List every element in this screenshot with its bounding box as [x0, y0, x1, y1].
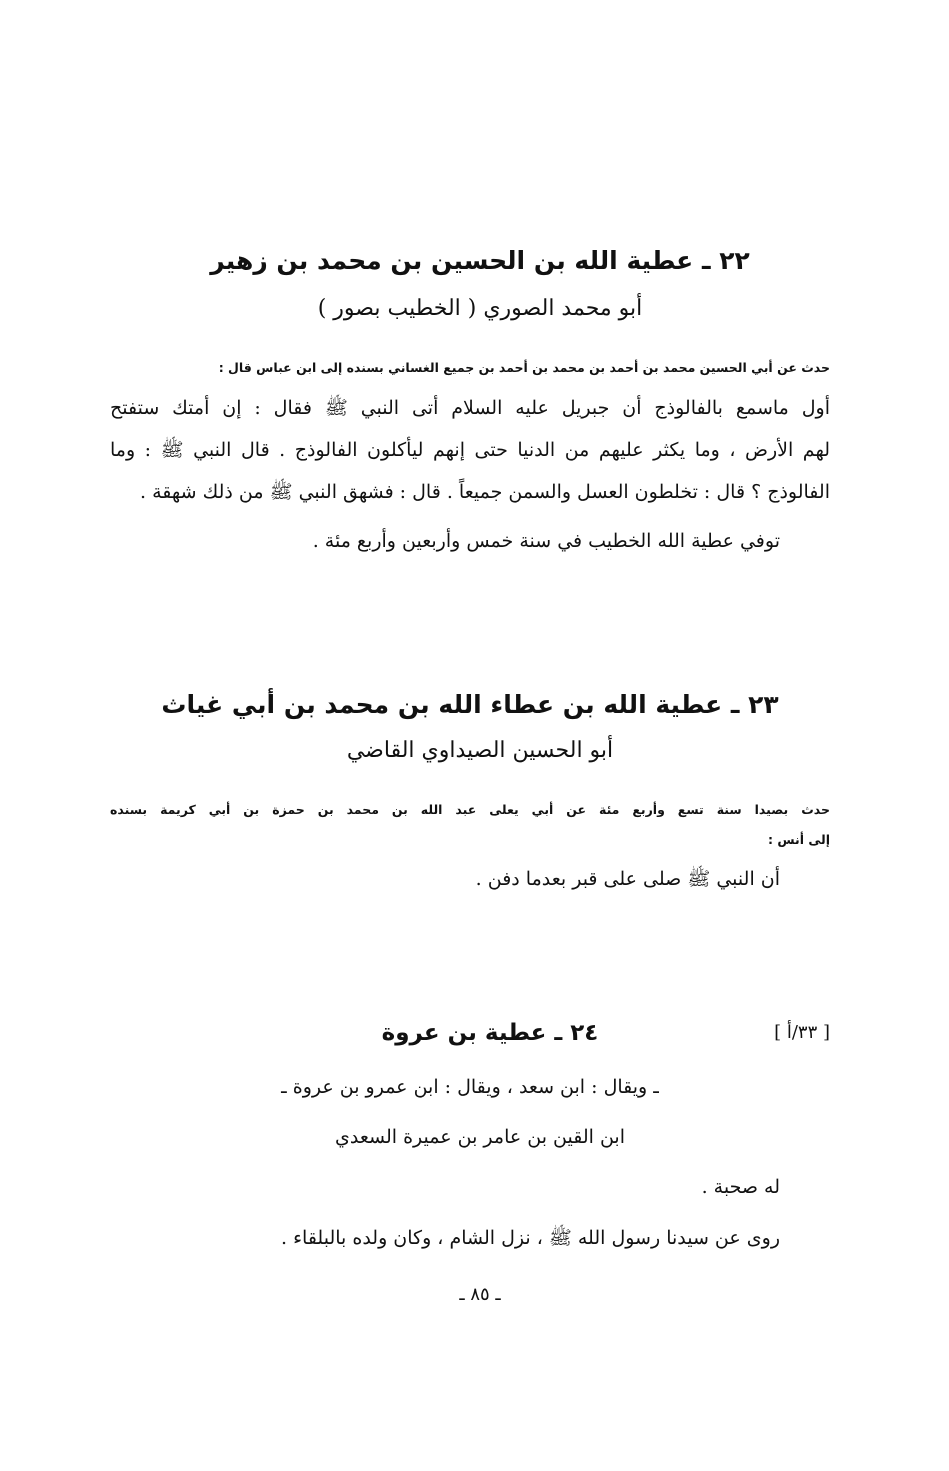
page-number: ـ ٨٥ ـ — [459, 1284, 501, 1305]
folio-marker: [ ٣٣/أ ] — [774, 1022, 830, 1043]
entry-22-text-line-1: أول ماسمع بالفالوذج أن جبريل عليه السلام أتى النبي ﷺ فقال : إن أمتك ستفتح — [110, 397, 830, 419]
entry-23-text: أن النبي ﷺ صلى على قبر بعدما دفن . — [475, 868, 780, 890]
entry-22-title: ٢٢ ـ عطية الله بن الحسين بن محمد بن زهير — [210, 246, 750, 275]
entry-22-death-note: توفي عطية الله الخطيب في سنة خمس وأربعين وأربع مئة . — [312, 530, 780, 552]
entry-24-alias-line: ـ ويقال : ابن سعد ، ويقال : ابن عمرو بن عروة ـ — [281, 1076, 659, 1098]
entry-22-text-line-3: الفالوذج ؟ قال : تخلطون العسل والسمن جميعاً . قال : فشهق النبي ﷺ من ذلك شهقة . — [140, 481, 830, 503]
entry-24-title: ٢٤ ـ عطية بن عروة — [381, 1020, 599, 1046]
entry-22-subtitle: أبو محمد الصوري ( الخطيب بصور ) — [317, 296, 643, 321]
entry-22-isnad: حدث عن أبي الحسين محمد بن أحمد بن محمد بن أحمد بن جميع الغساني بسنده إلى ابن عباس قال : — [218, 360, 830, 375]
entry-23-isnad-line-1: حدث بصيدا سنة تسع وأربع مئة عن أبي يعلى عبد الله بن محمد بن حمزة بن أبي كريمة بسنده — [110, 802, 830, 817]
entry-23-subtitle: أبو الحسين الصيداوي القاضي — [346, 738, 614, 763]
entry-24-companion-note: له صحبة . — [701, 1176, 780, 1198]
entry-24-lineage-line: ابن القين بن عامر بن عميرة السعدي — [335, 1126, 625, 1148]
entry-23-title: ٢٣ ـ عطية الله بن عطاء الله بن محمد بن أبي غياث — [161, 690, 779, 719]
entry-23-isnad-line-2: إلى أنس : — [768, 832, 830, 847]
entry-24-narration: روى عن سيدنا رسول الله ﷺ ، نزل الشام ، وكان ولده بالبلقاء . — [281, 1227, 780, 1249]
entry-22-text-line-2: لهم الأرض ، وما يكثر عليهم من الدنيا حتى إنهم ليأكلون الفالوذج . قال النبي ﷺ : وما — [110, 439, 830, 461]
